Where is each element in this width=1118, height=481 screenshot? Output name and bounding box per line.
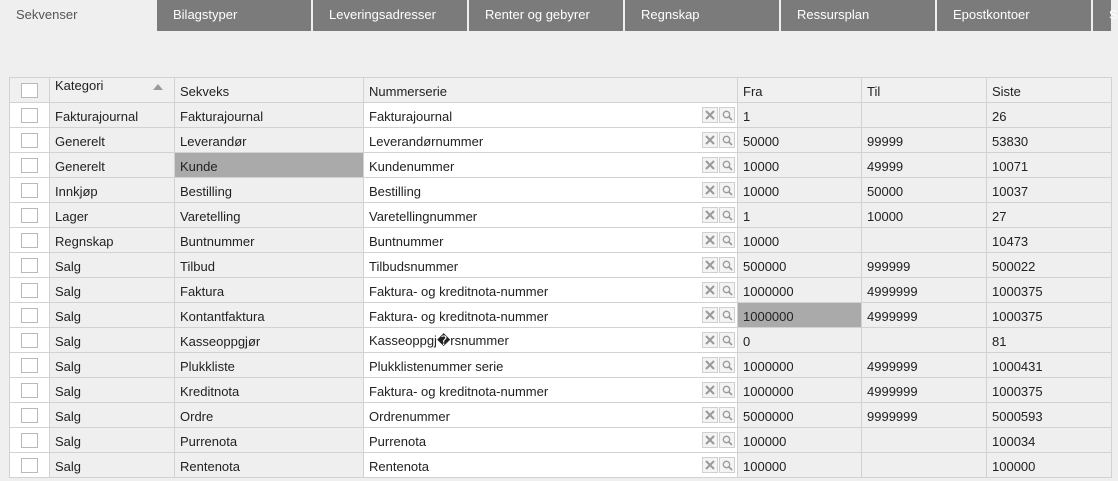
cell-til[interactable]: 4999999 (862, 353, 987, 378)
cell-fra[interactable]: 1000000 (738, 303, 862, 328)
cell-siste[interactable]: 5000593 (987, 403, 1112, 428)
cell-kategori[interactable]: Regnskap (50, 228, 175, 253)
nummerserie-actions (701, 457, 735, 473)
tab-renter-og-gebyrer[interactable]: Renter og gebyrer (469, 0, 623, 31)
row-checkbox[interactable] (21, 283, 38, 298)
cell-sekveks[interactable]: Buntnummer (175, 228, 364, 253)
cell-nummerserie[interactable] (364, 378, 738, 403)
nummerserie-value: Rentenota (369, 459, 429, 474)
cell-siste[interactable]: 100000 (987, 453, 1112, 478)
row-select-cell[interactable] (10, 103, 50, 128)
cell-fra[interactable]: 10000 (738, 228, 862, 253)
nummerserie-value: Faktura- og kreditnota-nummer (369, 284, 549, 299)
clear-icon[interactable] (702, 182, 718, 198)
cell-nummerserie[interactable] (364, 453, 738, 478)
search-icon[interactable] (719, 232, 735, 248)
nummerserie-value: Purrenota (369, 434, 427, 449)
row-select-cell[interactable] (10, 128, 50, 153)
cell-sekveks[interactable]: Leverandør (175, 128, 364, 153)
column-header-nummerserie[interactable]: Nummerserie (364, 78, 738, 103)
cell-kategori[interactable]: Salg (50, 453, 175, 478)
cell-sekveks[interactable]: Kunde (175, 153, 364, 178)
select-all-cell[interactable] (10, 78, 50, 103)
cell-fra[interactable]: 1000000 (738, 378, 862, 403)
cell-fra[interactable]: 50000 (738, 128, 862, 153)
cell-siste[interactable]: 500022 (987, 253, 1112, 278)
row-select-cell[interactable] (10, 378, 50, 403)
cell-til[interactable]: 4999999 (862, 303, 987, 328)
cell-kategori[interactable]: Salg (50, 328, 175, 353)
cell-fra[interactable]: 100000 (738, 453, 862, 478)
cell-nummerserie[interactable] (364, 228, 738, 253)
table-row[interactable] (10, 128, 1112, 153)
cell-kategori[interactable]: Salg (50, 378, 175, 403)
cell-sekveks[interactable]: Kontantfaktura (175, 303, 364, 328)
row-checkbox[interactable] (21, 308, 38, 323)
cell-til[interactable]: 999999 (862, 253, 987, 278)
tab-bilagstyper[interactable]: Bilagstyper (157, 0, 311, 31)
cell-nummerserie[interactable] (364, 128, 738, 153)
row-select-cell[interactable] (10, 178, 50, 203)
cell-kategori[interactable]: Salg (50, 353, 175, 378)
cell-siste[interactable]: 1000431 (987, 353, 1112, 378)
clear-icon[interactable] (702, 307, 718, 323)
tab-leveringsadresser[interactable]: Leveringsadresser (313, 0, 467, 31)
clear-icon[interactable] (702, 257, 718, 273)
column-header-fra[interactable]: Fra (738, 78, 862, 103)
cell-sekveks[interactable]: Purrenota (175, 428, 364, 453)
cell-siste[interactable]: 1000375 (987, 278, 1112, 303)
cell-fra[interactable]: 1 (738, 203, 862, 228)
tab-sekvenser[interactable]: Sekvenser (0, 0, 156, 31)
cell-til[interactable]: 49999 (862, 153, 987, 178)
row-select-cell[interactable] (10, 228, 50, 253)
cell-fra[interactable]: 1000000 (738, 278, 862, 303)
cell-kategori[interactable]: Generelt (50, 153, 175, 178)
row-checkbox[interactable] (21, 133, 38, 148)
tab-bar (0, 0, 1118, 31)
cell-til[interactable] (862, 428, 987, 453)
nummerserie-value: Bestilling (369, 184, 422, 199)
nummerserie-actions (701, 107, 735, 123)
cell-nummerserie[interactable] (364, 153, 738, 178)
cell-fra[interactable]: 1 (738, 103, 862, 128)
row-checkbox[interactable] (21, 183, 38, 198)
cell-kategori[interactable]: Innkjøp (50, 178, 175, 203)
cell-siste[interactable]: 53830 (987, 128, 1112, 153)
nummerserie-value: Faktura- og kreditnota-nummer (369, 309, 549, 324)
search-icon[interactable] (719, 207, 735, 223)
sort-ascending-icon[interactable] (153, 84, 163, 90)
search-icon[interactable] (719, 182, 735, 198)
nummerserie-actions (701, 307, 735, 323)
row-checkbox[interactable] (21, 458, 38, 473)
tab-epostkontoer[interactable]: Epostkontoer (937, 0, 1091, 31)
cell-nummerserie[interactable] (364, 278, 738, 303)
clear-icon[interactable] (702, 232, 718, 248)
table-row[interactable] (10, 353, 1112, 378)
search-icon[interactable] (719, 432, 735, 448)
search-icon[interactable] (719, 132, 735, 148)
cell-til[interactable] (862, 328, 987, 353)
nummerserie-value: Tilbudsnummer (369, 259, 459, 274)
cell-kategori[interactable]: Salg (50, 278, 175, 303)
table-row[interactable] (10, 228, 1112, 253)
cell-til[interactable]: 9999999 (862, 403, 987, 428)
cell-fra[interactable]: 0 (738, 328, 862, 353)
tab-more[interactable]: S (1093, 0, 1111, 31)
cell-nummerserie[interactable] (364, 353, 738, 378)
cell-kategori[interactable]: Generelt (50, 128, 175, 153)
row-checkbox[interactable] (21, 258, 38, 273)
nummerserie-actions (701, 332, 735, 348)
cell-fra[interactable]: 1000000 (738, 353, 862, 378)
search-icon[interactable] (719, 332, 735, 348)
cell-fra[interactable]: 500000 (738, 253, 862, 278)
nummerserie-actions (701, 407, 735, 423)
nummerserie-actions (701, 132, 735, 148)
cell-siste[interactable]: 10473 (987, 228, 1112, 253)
row-select-cell[interactable] (10, 403, 50, 428)
cell-siste[interactable]: 1000375 (987, 378, 1112, 403)
cell-fra[interactable]: 10000 (738, 153, 862, 178)
column-label-kategori: Kategori (55, 78, 104, 93)
row-checkbox[interactable] (21, 358, 38, 373)
cell-til[interactable] (862, 103, 987, 128)
search-icon[interactable] (719, 457, 735, 473)
row-select-cell[interactable] (10, 353, 50, 378)
nummerserie-value: Ordrenummer (369, 409, 450, 424)
nummerserie-value: Leverandørnummer (369, 134, 484, 149)
row-checkbox[interactable] (21, 433, 38, 448)
cell-kategori[interactable]: Salg (50, 303, 175, 328)
cell-fra[interactable]: 5000000 (738, 403, 862, 428)
nummerserie-value: Faktura- og kreditnota-nummer (369, 384, 549, 399)
cell-nummerserie[interactable] (364, 403, 738, 428)
search-icon[interactable] (719, 382, 735, 398)
cell-sekveks[interactable]: Kreditnota (175, 378, 364, 403)
nummerserie-actions (701, 382, 735, 398)
cell-siste[interactable]: 27 (987, 203, 1112, 228)
nummerserie-value: Buntnummer (369, 234, 444, 249)
row-select-cell[interactable] (10, 153, 50, 178)
table-row[interactable] (10, 153, 1112, 178)
cell-sekveks[interactable]: Bestilling (175, 178, 364, 203)
nummerserie-actions (701, 182, 735, 198)
search-icon[interactable] (719, 282, 735, 298)
search-icon[interactable] (719, 357, 735, 373)
cell-siste[interactable]: 10037 (987, 178, 1112, 203)
cell-nummerserie[interactable] (364, 253, 738, 278)
nummerserie-actions (701, 357, 735, 373)
cell-nummerserie[interactable] (364, 103, 738, 128)
cell-nummerserie[interactable] (364, 428, 738, 453)
row-select-cell[interactable] (10, 453, 50, 478)
nummerserie-actions (701, 157, 735, 173)
cell-kategori[interactable]: Salg (50, 428, 175, 453)
cell-sekveks[interactable]: Varetelling (175, 203, 364, 228)
table-row[interactable] (10, 453, 1112, 478)
search-icon[interactable] (719, 307, 735, 323)
cell-til[interactable]: 10000 (862, 203, 987, 228)
cell-sekveks[interactable]: Ordre (175, 403, 364, 428)
clear-icon[interactable] (702, 457, 718, 473)
row-checkbox[interactable] (21, 208, 38, 223)
column-header-siste[interactable]: Siste (987, 78, 1112, 103)
clear-icon[interactable] (702, 332, 718, 348)
cell-til[interactable]: 4999999 (862, 278, 987, 303)
cell-nummerserie[interactable] (364, 178, 738, 203)
row-select-cell[interactable] (10, 253, 50, 278)
search-icon[interactable] (719, 157, 735, 173)
clear-icon[interactable] (702, 157, 718, 173)
cell-nummerserie[interactable] (364, 303, 738, 328)
cell-kategori[interactable]: Salg (50, 403, 175, 428)
cell-til[interactable]: 4999999 (862, 378, 987, 403)
row-checkbox[interactable] (21, 333, 38, 348)
nummerserie-actions (701, 232, 735, 248)
cell-fra[interactable]: 10000 (738, 178, 862, 203)
cell-sekveks[interactable]: Plukkliste (175, 353, 364, 378)
row-select-cell[interactable] (10, 328, 50, 353)
table-row[interactable] (10, 303, 1112, 328)
nummerserie-value: Kundenummer (369, 159, 455, 174)
nummerserie-value: Varetellingnummer (369, 209, 478, 224)
cell-kategori[interactable]: Salg (50, 253, 175, 278)
clear-icon[interactable] (702, 432, 718, 448)
row-select-cell[interactable] (10, 203, 50, 228)
row-select-cell[interactable] (10, 428, 50, 453)
table-header-row (10, 78, 1112, 103)
cell-til[interactable]: 99999 (862, 128, 987, 153)
cell-sekveks[interactable]: Tilbud (175, 253, 364, 278)
nummerserie-value: Fakturajournal (369, 109, 453, 124)
table-row[interactable] (10, 203, 1112, 228)
row-checkbox[interactable] (21, 233, 38, 248)
row-checkbox[interactable] (21, 108, 38, 123)
cell-sekveks[interactable]: Faktura (175, 278, 364, 303)
cell-kategori[interactable]: Fakturajournal (50, 103, 175, 128)
clear-icon[interactable] (702, 382, 718, 398)
clear-icon[interactable] (702, 132, 718, 148)
cell-siste[interactable]: 81 (987, 328, 1112, 353)
clear-icon[interactable] (702, 207, 718, 223)
row-select-cell[interactable] (10, 303, 50, 328)
clear-icon[interactable] (702, 107, 718, 123)
cell-fra[interactable]: 100000 (738, 428, 862, 453)
nummerserie-value: Kasseoppgj�rsnummer (369, 333, 509, 348)
column-header-til[interactable]: Til (862, 78, 987, 103)
cell-nummerserie[interactable] (364, 328, 738, 353)
nummerserie-actions (701, 432, 735, 448)
table-row[interactable] (10, 428, 1112, 453)
sequence-table (9, 77, 1112, 478)
nummerserie-actions (701, 207, 735, 223)
nummerserie-actions (701, 257, 735, 273)
row-checkbox[interactable] (21, 383, 38, 398)
tab-regnskap[interactable]: Regnskap (625, 0, 779, 31)
cell-til[interactable] (862, 453, 987, 478)
clear-icon[interactable] (702, 407, 718, 423)
cell-nummerserie[interactable] (364, 203, 738, 228)
cell-sekveks[interactable]: Rentenota (175, 453, 364, 478)
select-all-checkbox[interactable] (21, 83, 38, 98)
cell-kategori[interactable]: Lager (50, 203, 175, 228)
nummerserie-actions (701, 282, 735, 298)
search-icon[interactable] (719, 257, 735, 273)
clear-icon[interactable] (702, 357, 718, 373)
cell-siste[interactable]: 1000375 (987, 303, 1112, 328)
row-select-cell[interactable] (10, 278, 50, 303)
cell-sekveks[interactable]: Kasseoppgjør (175, 328, 364, 353)
table-row[interactable] (10, 103, 1112, 128)
table-row[interactable] (10, 278, 1112, 303)
cell-til[interactable]: 50000 (862, 178, 987, 203)
tab-ressursplan[interactable]: Ressursplan (781, 0, 935, 31)
row-checkbox[interactable] (21, 408, 38, 423)
search-icon[interactable] (719, 407, 735, 423)
table-row[interactable] (10, 178, 1112, 203)
cell-siste[interactable]: 10071 (987, 153, 1112, 178)
table-row[interactable] (10, 403, 1112, 428)
cell-siste[interactable]: 26 (987, 103, 1112, 128)
cell-til[interactable] (862, 228, 987, 253)
column-header-sekveks[interactable]: Sekveks (175, 78, 364, 103)
table-row[interactable] (10, 378, 1112, 403)
table-row[interactable] (10, 253, 1112, 278)
clear-icon[interactable] (702, 282, 718, 298)
search-icon[interactable] (719, 107, 735, 123)
cell-sekveks[interactable]: Fakturajournal (175, 103, 364, 128)
row-checkbox[interactable] (21, 158, 38, 173)
column-header-kategori[interactable] (50, 78, 175, 103)
table-row[interactable] (10, 328, 1112, 353)
cell-siste[interactable]: 100034 (987, 428, 1112, 453)
nummerserie-value: Plukklistenummer serie (369, 359, 504, 374)
